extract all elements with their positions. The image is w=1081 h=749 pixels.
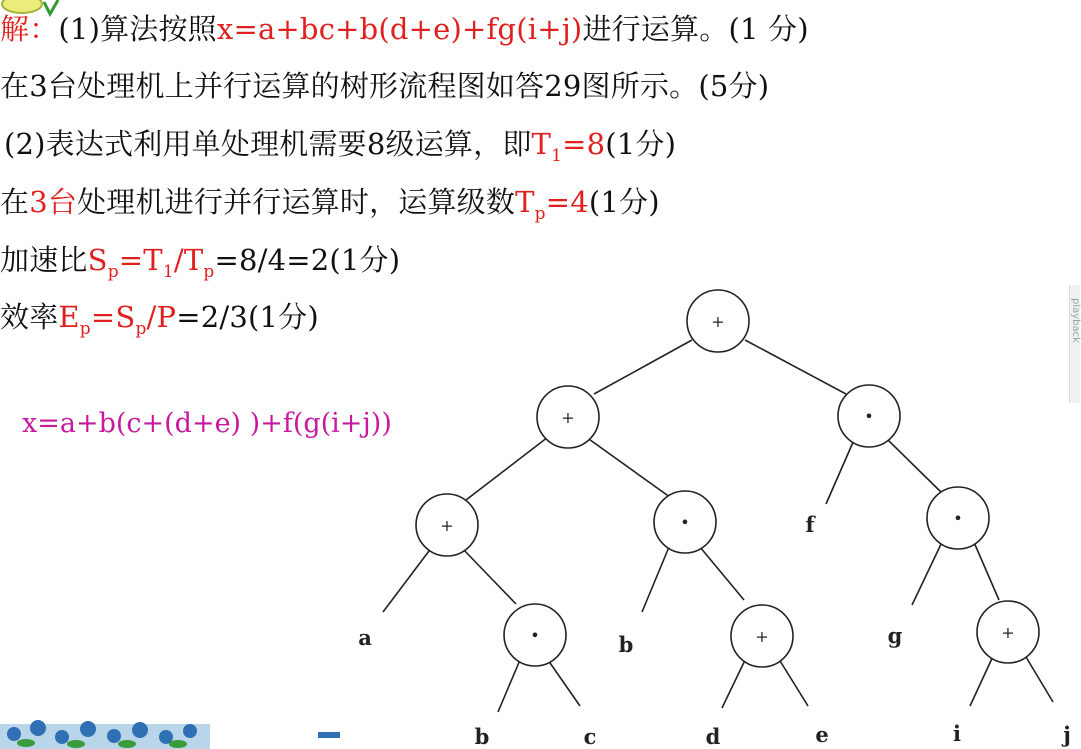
tree-leaf-i: i xyxy=(953,721,961,746)
tp-symbol: $T_p$ xyxy=(515,185,546,224)
formula-1: x=a+bc+b(d+e)+fg(i+j) xyxy=(216,12,583,46)
text: (1分) xyxy=(605,127,677,161)
tree-node-lr: • xyxy=(680,513,690,532)
tree-leaf-f: f xyxy=(805,512,815,537)
rewritten-formula: x=a+b(c+(d+e) )+f(g(i+j)) xyxy=(22,408,392,439)
tree-node-rr: • xyxy=(953,509,963,528)
text: 效率 xyxy=(0,300,59,334)
tree-node-left: + xyxy=(561,408,575,427)
text: (1)算法按照 xyxy=(58,12,217,46)
text: (2)表达式利用单处理机需要8级运算，即 xyxy=(4,127,532,161)
tree-node-lrr: + xyxy=(755,627,769,646)
tree-leaf-b: b xyxy=(474,724,490,749)
text: =8/4=2(1分) xyxy=(214,243,401,277)
speedup-formula: $S_p=T_1/T_p$ xyxy=(87,243,215,282)
floral-decoration xyxy=(0,710,345,749)
text: 在3台处理机上并行运算的树形流程图如答29图所示。(5分) xyxy=(0,69,770,103)
tree-leaf-c: c xyxy=(583,724,597,749)
processor-count: 3台 xyxy=(29,185,78,219)
tree-leaf-e: e xyxy=(815,722,829,747)
tree-leaf-d: d xyxy=(705,724,721,749)
tree-node-ll: + xyxy=(440,516,454,535)
playback-label: playback xyxy=(1070,298,1081,343)
tree-leaf-g: g xyxy=(887,623,903,648)
tree-node-right: • xyxy=(864,407,874,426)
tree-leaf-a: a xyxy=(358,625,372,650)
t1-value: =8 xyxy=(562,127,606,161)
tp-value: =4 xyxy=(545,185,589,219)
tree-node-llr: • xyxy=(530,626,540,645)
text: 处理机进行并行运算时，运算级数 xyxy=(77,185,516,219)
tree-leaf-b: b xyxy=(618,632,634,657)
t1-symbol: $T_1$ xyxy=(531,127,563,166)
efficiency-formula: $E_p=S_p/P$ xyxy=(58,300,177,339)
text: 在 xyxy=(0,185,30,219)
tree-leaf-j: j xyxy=(1063,722,1071,747)
text: 进行运算。(1 分) xyxy=(582,12,809,46)
text: 加速比 xyxy=(0,243,88,277)
tree-node-rrr: + xyxy=(1001,623,1015,642)
answer-prefix: 解： xyxy=(0,12,59,46)
text: =2/3(1分) xyxy=(176,300,319,334)
text: (1分) xyxy=(588,185,660,219)
tree-node-root: + xyxy=(711,312,725,331)
